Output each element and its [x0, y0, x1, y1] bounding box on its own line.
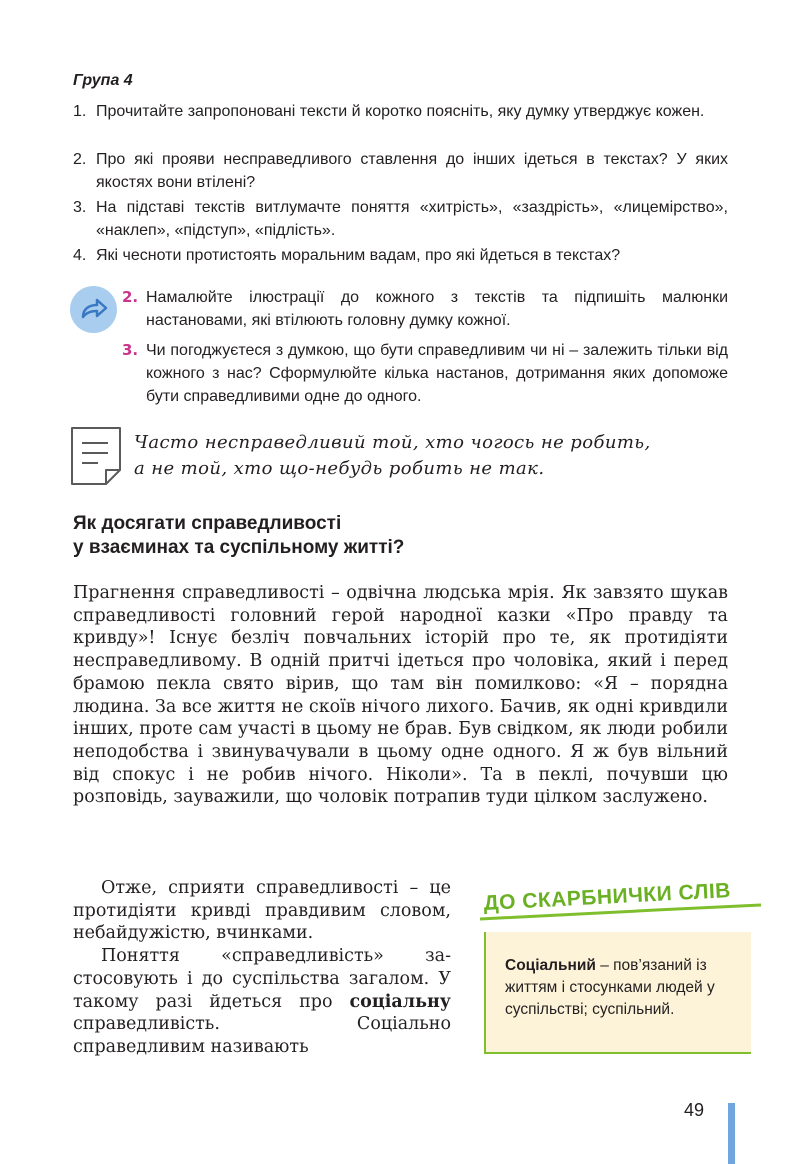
paragraph-social	[73, 945, 451, 1059]
vocabulary-entry	[505, 955, 735, 1021]
question-text: Прочитайте запропоновані тексти й коротко поясніть, яку думку утверджує кожен.	[96, 103, 705, 120]
task-text: Намалюйте ілюстрації до кожного з текстів та підпишіть малюнки настановами, які втілюють головну думку кожної.	[146, 289, 728, 329]
task-number: 2.	[122, 288, 139, 306]
question-number: 4.	[73, 247, 87, 264]
question-4	[73, 244, 728, 267]
quote-line: Часто несправедливий той, хто чогось не робить,	[134, 432, 651, 453]
heading-line: Як досягати справедливості	[73, 513, 342, 534]
question-1	[73, 100, 728, 123]
quote-line: а не той, хто що-небудь робить не так.	[134, 458, 545, 479]
question-3	[73, 196, 728, 242]
question-text: Які чесноти протистоять моральним вадам, про які йдеться в текстах?	[96, 247, 621, 264]
question-number: 2.	[73, 151, 87, 168]
question-2	[73, 148, 728, 194]
heading-line: у взаєминах та суспільному житті?	[73, 537, 405, 558]
paragraph-start: Поняття «справедливість» застосовують і до суспільства загалом. У такому разі йдеться про	[73, 946, 451, 1012]
vocabulary-title-text: ДО СКАРБНИЧКИ СЛІВ	[483, 879, 732, 915]
question-text: На підставі текстів витлумачте поняття «хитрість», «заздрість», «лицемірство», «наклеп», «підступ», «підлість».	[96, 199, 728, 239]
paragraph-end: справедливість. Соціально справедливим називають	[73, 1014, 451, 1057]
column-text	[73, 877, 451, 1059]
section-heading	[73, 512, 404, 560]
page-number: 49	[684, 1100, 705, 1120]
page-marker-bar	[728, 1103, 735, 1164]
task-2	[122, 286, 728, 332]
vocabulary-title	[478, 875, 763, 923]
share-arrow-icon	[70, 286, 117, 333]
group-title: Група 4	[73, 72, 133, 89]
quote	[134, 430, 651, 482]
task-number: 3.	[122, 341, 139, 359]
question-text: Про які прояви несправедливого ставлення до інших ідеться в текстах? У яких якостях вони втілені?	[96, 151, 728, 191]
note-icon	[70, 426, 124, 486]
question-number: 1.	[73, 103, 87, 120]
vocabulary-definition: – пов’язаний із життям і стосунками людей у суспільстві; суспільний.	[505, 957, 715, 1018]
question-number: 3.	[73, 199, 87, 216]
bold-term: соціальну	[349, 991, 451, 1012]
task-3	[122, 339, 728, 408]
task-text: Чи погоджуєтеся з думкою, що бути справедливим чи ні – залежить тільки від кожного з нас? Сформулюйте кілька настанов, дотримання яких допоможе бути справедливими одне до одного.	[146, 342, 728, 405]
vocabulary-term: Соціальний	[505, 957, 596, 974]
paragraph-text: Отже, сприяти справедливості – це протидіяти кривді правдивим словом, небайдужістю, вчинками.	[73, 878, 451, 944]
main-paragraph	[73, 582, 728, 809]
paragraph-text: Прагнення справедливості – одвічна людська мрія. Як завзято шукав справедливості головний герой народної казки «Про правду та кривду»! Існує безліч повчальних історій про те, як протидіяти несправедливому. В одній притчі ідеться про чоловіка, який і перед брамою пекла свято вірив, що там він помилково: «Я – порядна людина. За все життя не скоїв нічого лихого. Бачив, як одні кривдили інших, проте сам участі в цьому не брав. Був свідком, як люди робили неподобства і звинувачували в цьому одне одного. Я ж був вільний від спокус і не робив нічого. Ніколи». Та в пеклі, почувши цю розповідь, зауважили, що чоловік потрапив туди цілком заслужено.	[73, 583, 728, 808]
